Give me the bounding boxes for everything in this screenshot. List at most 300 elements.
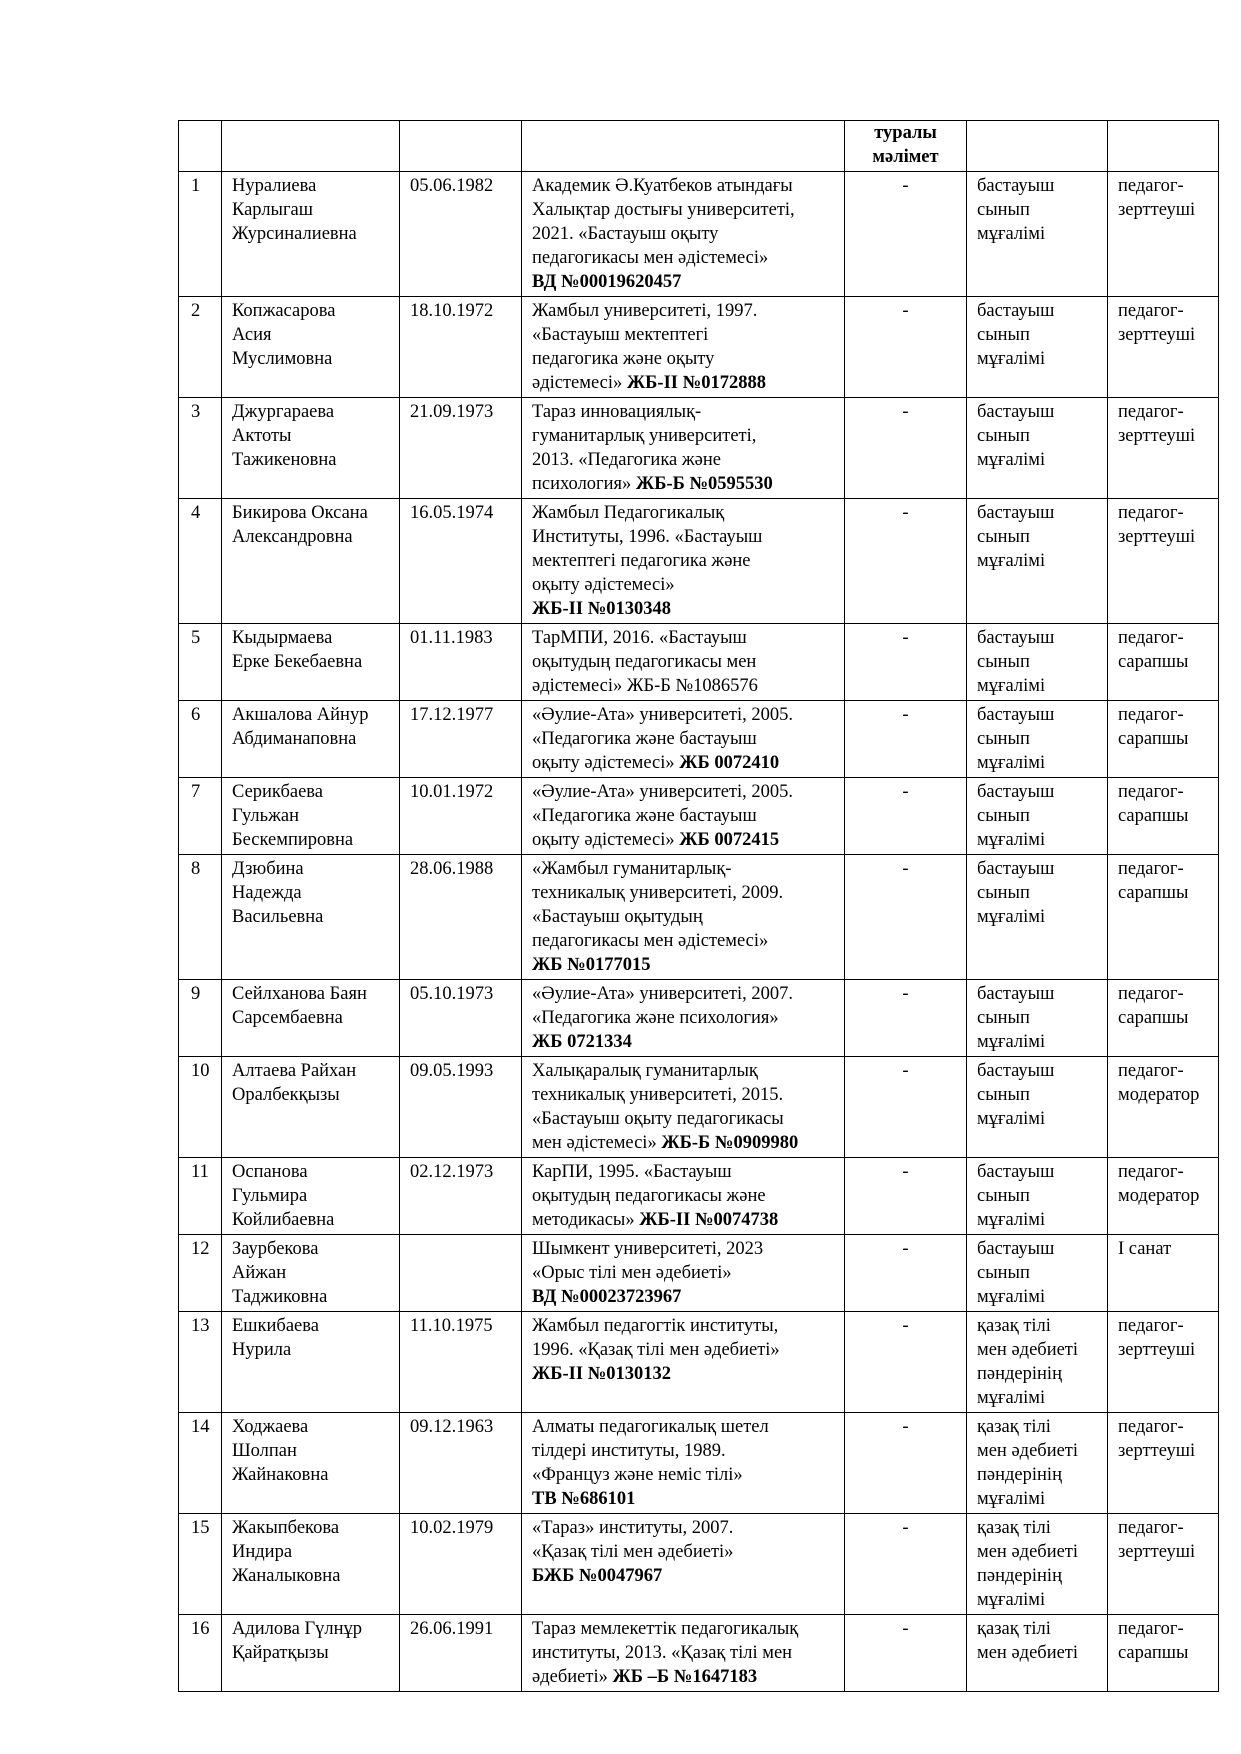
position-line: бастауыш: [977, 503, 1055, 523]
name-line: Жаналыковна: [232, 1566, 341, 1586]
cell-date: [400, 855, 522, 980]
cell-info: [845, 1312, 967, 1413]
header-info-label-line1: туралы: [874, 123, 937, 143]
education-line: [532, 400, 834, 424]
diploma-number: ВД №00019620457: [532, 272, 682, 292]
education-line: [532, 501, 834, 525]
education-text: «Француз және неміс тілі»: [532, 1465, 743, 1485]
cell-position: [967, 398, 1108, 499]
education-line: [532, 1208, 834, 1232]
position-line: қазақ тілі: [977, 1316, 1051, 1336]
category-line: зерттеуші: [1118, 1542, 1196, 1562]
cell-category: [1108, 1413, 1219, 1514]
name-line: Оспанова: [232, 1162, 308, 1182]
education-line: [532, 650, 834, 674]
education-line: [532, 246, 834, 270]
education-text: Жамбыл Педагогикалық: [532, 503, 725, 523]
education-text: методикасы»: [532, 1210, 635, 1230]
education-text: техникалық университеті, 2015.: [532, 1085, 784, 1105]
education-line: [532, 804, 834, 828]
name-line: Бикирова Оксана: [232, 503, 368, 523]
position-line: қазақ тілі: [977, 1417, 1051, 1437]
cell-name: [222, 1158, 400, 1235]
cell-position: [967, 778, 1108, 855]
education-line: [532, 626, 834, 650]
birth-date: 10.02.1979: [410, 1518, 494, 1538]
cell-info: [845, 499, 967, 624]
name-line: Муслимовна: [232, 349, 333, 369]
education-line: [532, 727, 834, 751]
cell-num: [179, 499, 222, 624]
name-line: Кыдырмаева: [232, 628, 333, 648]
education-text: «Әулие-Ата» университеті, 2005.: [532, 782, 794, 802]
name-line: Серикбаева: [232, 782, 323, 802]
cell-position: [967, 701, 1108, 778]
education-line: [532, 198, 834, 222]
info-value: -: [902, 1619, 909, 1639]
diploma-number: ЖБ-ІІ №0172888: [626, 373, 766, 393]
education-line: [532, 1665, 834, 1689]
cell-position: [967, 1615, 1108, 1692]
cell-education: [522, 624, 845, 701]
cell-category: [1108, 1514, 1219, 1615]
position-line: мұғалімі: [977, 1032, 1046, 1052]
birth-date: 26.06.1991: [410, 1619, 494, 1639]
education-line: [532, 525, 834, 549]
cell-category: [1108, 624, 1219, 701]
position-line: бастауыш: [977, 402, 1055, 422]
cell-info: [845, 398, 967, 499]
row-number: 4: [191, 503, 201, 523]
cell-education: [522, 778, 845, 855]
position-line: мұғалімі: [977, 224, 1046, 244]
education-line: [532, 1237, 834, 1261]
education-line: [532, 881, 834, 905]
row-number: 12: [191, 1239, 210, 1259]
info-value: -: [902, 1316, 909, 1336]
position-line: бастауыш: [977, 1239, 1055, 1259]
birth-date: 21.09.1973: [410, 402, 494, 422]
cell-category: [1108, 778, 1219, 855]
category-line: педагог-: [1118, 1162, 1184, 1182]
cell-date: [400, 1312, 522, 1413]
diploma-number: ЖБ 0072415: [679, 830, 780, 850]
cell-position: [967, 855, 1108, 980]
name-line: Шолпан: [232, 1441, 297, 1461]
education-line: [532, 1184, 834, 1208]
education-text: 1996. «Қазақ тілі мен әдебиеті»: [532, 1340, 780, 1360]
cell-name: [222, 499, 400, 624]
position-line: пәндерінің: [977, 1566, 1062, 1586]
education-line: [532, 1617, 834, 1641]
cell-date: [400, 297, 522, 398]
table-row: [179, 1158, 1219, 1235]
education-line: [532, 1415, 834, 1439]
position-line: мен әдебиеті: [977, 1441, 1079, 1461]
position-line: бастауыш: [977, 859, 1055, 879]
diploma-number: ЖБ-ІІ №0130348: [532, 599, 672, 619]
name-line: Нурила: [232, 1340, 292, 1360]
position-line: сынып: [977, 1186, 1030, 1206]
name-line: Карлыгаш: [232, 200, 314, 220]
position-line: мен әдебиеті: [977, 1340, 1079, 1360]
education-text: Алматы педагогикалық шетел: [532, 1417, 769, 1437]
cell-name: [222, 1615, 400, 1692]
education-text: Жамбыл педагогтік институты,: [532, 1316, 779, 1336]
position-line: мұғалімі: [977, 676, 1046, 696]
cell-category: [1108, 297, 1219, 398]
education-text: Институты, 1996. «Бастауыш: [532, 527, 763, 547]
education-text: Академик Ә.Куатбеков атындағы: [532, 176, 793, 196]
education-line: [532, 1641, 834, 1665]
cell-position: [967, 499, 1108, 624]
cell-education: [522, 1057, 845, 1158]
cell-education: [522, 1514, 845, 1615]
position-line: сынып: [977, 652, 1030, 672]
education-line: [532, 1261, 834, 1285]
position-line: сынып: [977, 1263, 1030, 1283]
cell-education: [522, 980, 845, 1057]
cell-category: [1108, 172, 1219, 297]
education-text: оқыту әдістемесі»: [532, 575, 675, 595]
education-line: [532, 371, 834, 395]
cell-education: [522, 297, 845, 398]
education-line: [532, 323, 834, 347]
table-row: [179, 624, 1219, 701]
birth-date: 09.05.1993: [410, 1061, 494, 1081]
education-text: мектептегі педагогика және: [532, 551, 751, 571]
position-line: мұғалімі: [977, 907, 1046, 927]
cell-name: [222, 1057, 400, 1158]
education-line: [532, 1516, 834, 1540]
education-text: оқыту әдістемесі»: [532, 753, 675, 773]
cell-category: [1108, 855, 1219, 980]
table-row: [179, 778, 1219, 855]
education-line: [532, 573, 834, 597]
cell-info: [845, 701, 967, 778]
education-line: [532, 1059, 834, 1083]
cell-info: [845, 624, 967, 701]
cell-education: [522, 1235, 845, 1312]
cell-position: [967, 624, 1108, 701]
diploma-number: ТВ №686101: [532, 1489, 636, 1509]
row-number: 2: [191, 301, 201, 321]
name-line: Қайратқызы: [232, 1643, 329, 1663]
birth-date: 28.06.1988: [410, 859, 494, 879]
cell-num: [179, 701, 222, 778]
cell-info: [845, 1514, 967, 1615]
header-cell-position: [967, 121, 1108, 172]
cell-info: [845, 778, 967, 855]
birth-date: 09.12.1963: [410, 1417, 494, 1437]
cell-num: [179, 980, 222, 1057]
header-cell-info: [845, 121, 967, 172]
position-line: қазақ тілі: [977, 1619, 1051, 1639]
position-line: сынып: [977, 883, 1030, 903]
category-line: сарапшы: [1118, 729, 1189, 749]
education-line: [532, 424, 834, 448]
category-line: педагог-: [1118, 402, 1184, 422]
education-line: [532, 1107, 834, 1131]
cell-num: [179, 398, 222, 499]
cell-date: [400, 624, 522, 701]
name-line: Оралбекқызы: [232, 1085, 340, 1105]
category-line: педагог-: [1118, 1518, 1184, 1538]
cell-num: [179, 1158, 222, 1235]
cell-position: [967, 1158, 1108, 1235]
diploma-number: ВД №00023723967: [532, 1287, 682, 1307]
category-line: педагог-: [1118, 1061, 1184, 1081]
table-row: [179, 701, 1219, 778]
cell-category: [1108, 1158, 1219, 1235]
name-line: Адилова Гүлнұр: [232, 1619, 363, 1639]
row-number: 5: [191, 628, 201, 648]
category-line: педагог-: [1118, 1417, 1184, 1437]
category-line: зерттеуші: [1118, 1441, 1196, 1461]
name-line: Нуралиева: [232, 176, 317, 196]
education-line: [532, 1083, 834, 1107]
category-line: сарапшы: [1118, 1008, 1189, 1028]
category-line: педагог-: [1118, 859, 1184, 879]
education-line: [532, 1463, 834, 1487]
birth-date: 05.10.1973: [410, 984, 494, 1004]
cell-name: [222, 1413, 400, 1514]
cell-position: [967, 1312, 1108, 1413]
cell-position: [967, 1413, 1108, 1514]
cell-info: [845, 172, 967, 297]
education-text: Тараз инновациялық-: [532, 402, 702, 422]
info-value: -: [902, 1518, 909, 1538]
cell-category: [1108, 1312, 1219, 1413]
education-text: тілдері институты, 1989.: [532, 1441, 726, 1461]
education-text: «Орыс тілі мен әдебиеті»: [532, 1263, 732, 1283]
education-line: [532, 222, 834, 246]
name-line: Ерке Бекебаевна: [232, 652, 363, 672]
cell-category: [1108, 1615, 1219, 1692]
position-line: мұғалімі: [977, 1210, 1046, 1230]
category-line: сарапшы: [1118, 883, 1189, 903]
table-body: [179, 121, 1219, 1692]
cell-info: [845, 1057, 967, 1158]
position-line: бастауыш: [977, 782, 1055, 802]
category-line: зерттеуші: [1118, 527, 1196, 547]
birth-date: 18.10.1972: [410, 301, 494, 321]
position-line: бастауыш: [977, 628, 1055, 648]
name-line: Алтаева Райхан: [232, 1061, 357, 1081]
cell-num: [179, 1312, 222, 1413]
cell-education: [522, 701, 845, 778]
category-line: педагог-: [1118, 782, 1184, 802]
cell-date: [400, 172, 522, 297]
education-line: [532, 857, 834, 881]
category-line: зерттеуші: [1118, 426, 1196, 446]
education-text: Жамбыл университеті, 1997.: [532, 301, 758, 321]
table-row: [179, 297, 1219, 398]
name-line: Айжан: [232, 1263, 287, 1283]
cell-education: [522, 855, 845, 980]
education-text: «Тараз» институты, 2007.: [532, 1518, 734, 1538]
education-line: [532, 1131, 834, 1155]
position-line: сынып: [977, 325, 1030, 345]
cell-name: [222, 624, 400, 701]
cell-name: [222, 1514, 400, 1615]
header-cell-education: [522, 121, 845, 172]
cell-name: [222, 398, 400, 499]
birth-date: 01.11.1983: [410, 628, 493, 648]
diploma-number: ЖБ №0177015: [532, 955, 651, 975]
education-line: [532, 347, 834, 371]
birth-date: 16.05.1974: [410, 503, 494, 523]
row-number: 10: [191, 1061, 210, 1081]
cell-date: [400, 1514, 522, 1615]
education-text: «Әулие-Ата» университеті, 2005.: [532, 705, 794, 725]
cell-info: [845, 1158, 967, 1235]
cell-name: [222, 297, 400, 398]
position-line: сынып: [977, 426, 1030, 446]
cell-position: [967, 980, 1108, 1057]
name-line: Жакыпбекова: [232, 1518, 340, 1538]
position-line: мұғалімі: [977, 450, 1046, 470]
position-line: сынып: [977, 200, 1030, 220]
header-cell-name: [222, 121, 400, 172]
cell-num: [179, 1057, 222, 1158]
education-text: «Педагогика және бастауыш: [532, 729, 757, 749]
cell-education: [522, 499, 845, 624]
position-line: бастауыш: [977, 1162, 1055, 1182]
name-line: Гульмира: [232, 1186, 308, 1206]
table-row: [179, 855, 1219, 980]
position-line: мұғалімі: [977, 551, 1046, 571]
info-value: -: [902, 1162, 909, 1182]
category-line: сарапшы: [1118, 652, 1189, 672]
name-line: Бескемпировна: [232, 830, 354, 850]
name-line: Ешкибаева: [232, 1316, 319, 1336]
cell-name: [222, 778, 400, 855]
cell-info: [845, 1235, 967, 1312]
cell-info: [845, 1615, 967, 1692]
table-row: [179, 172, 1219, 297]
diploma-number: ЖБ 0072410: [679, 753, 780, 773]
info-value: -: [902, 1417, 909, 1437]
cell-date: [400, 1057, 522, 1158]
cell-date: [400, 1615, 522, 1692]
info-value: -: [902, 705, 909, 725]
cell-date: [400, 1158, 522, 1235]
cell-num: [179, 1615, 222, 1692]
table-row: [179, 1615, 1219, 1692]
education-text: әдістемесі» ЖБ-Б №1086576: [532, 676, 758, 696]
education-line: [532, 828, 834, 852]
education-text: әдебиеті»: [532, 1667, 608, 1687]
education-line: [532, 982, 834, 1006]
info-value: -: [902, 984, 909, 1004]
education-text: техникалық университеті, 2009.: [532, 883, 784, 903]
position-line: пәндерінің: [977, 1364, 1062, 1384]
info-value: -: [902, 301, 909, 321]
info-value: -: [902, 782, 909, 802]
birth-date: 10.01.1972: [410, 782, 494, 802]
category-line: І санат: [1118, 1239, 1172, 1259]
table-row: [179, 1235, 1219, 1312]
education-line: [532, 448, 834, 472]
diploma-number: ЖБ-ІІ №0130132: [532, 1364, 672, 1384]
education-text: Шымкент университеті, 2023: [532, 1239, 764, 1259]
category-line: педагог-: [1118, 984, 1184, 1004]
category-line: модератор: [1118, 1186, 1200, 1206]
position-line: мұғалімі: [977, 830, 1046, 850]
cell-num: [179, 1413, 222, 1514]
name-line: Заурбекова: [232, 1239, 319, 1259]
education-text: педагогика және оқыту: [532, 349, 715, 369]
cell-date: [400, 701, 522, 778]
name-line: Койлибаевна: [232, 1210, 335, 1230]
education-line: [532, 299, 834, 323]
category-line: зерттеуші: [1118, 1340, 1196, 1360]
education-line: [532, 905, 834, 929]
education-line: [532, 1439, 834, 1463]
name-line: Журсиналиевна: [232, 224, 357, 244]
education-text: оқытудың педагогикасы және: [532, 1186, 766, 1206]
category-line: педагог-: [1118, 1619, 1184, 1639]
cell-name: [222, 172, 400, 297]
education-text: институты, 2013. «Қазақ тілі мен: [532, 1643, 793, 1663]
table-row: [179, 499, 1219, 624]
category-line: педагог-: [1118, 503, 1184, 523]
cell-position: [967, 297, 1108, 398]
cell-category: [1108, 980, 1219, 1057]
education-line: [532, 929, 834, 953]
cell-info: [845, 855, 967, 980]
diploma-number: ЖБ 0721334: [532, 1032, 632, 1052]
education-text: «Жамбыл гуманитарлық-: [532, 859, 732, 879]
name-line: Таджиковна: [232, 1287, 328, 1307]
name-line: Асия: [232, 325, 272, 345]
position-line: сынып: [977, 1085, 1030, 1105]
diploma-number: ЖБ-ІІ №0074738: [639, 1210, 779, 1230]
row-number: 11: [191, 1162, 209, 1182]
name-line: Актоты: [232, 426, 292, 446]
education-line: [532, 780, 834, 804]
position-line: бастауыш: [977, 984, 1055, 1004]
header-row: [179, 121, 1219, 172]
category-line: модератор: [1118, 1085, 1200, 1105]
position-line: мұғалімі: [977, 1489, 1046, 1509]
education-line: [532, 1540, 834, 1564]
info-value: -: [902, 1061, 909, 1081]
position-line: мұғалімі: [977, 1109, 1046, 1129]
cell-position: [967, 1235, 1108, 1312]
table-row: [179, 1057, 1219, 1158]
education-line: [532, 1006, 834, 1030]
diploma-number: ЖБ –Б №1647183: [612, 1667, 758, 1687]
name-line: Индира: [232, 1542, 293, 1562]
table-row: [179, 1514, 1219, 1615]
education-text: психология»: [532, 474, 632, 494]
education-line: [532, 703, 834, 727]
education-line: [532, 1338, 834, 1362]
position-line: пәндерінің: [977, 1465, 1062, 1485]
education-line: [532, 549, 834, 573]
name-line: Копжасарова: [232, 301, 336, 321]
header-cell-date: [400, 121, 522, 172]
cell-date: [400, 398, 522, 499]
cell-category: [1108, 1057, 1219, 1158]
position-line: бастауыш: [977, 705, 1055, 725]
diploma-number: ЖБ-Б №0595530: [635, 474, 773, 494]
cell-num: [179, 1514, 222, 1615]
position-line: мұғалімі: [977, 349, 1046, 369]
cell-position: [967, 1514, 1108, 1615]
